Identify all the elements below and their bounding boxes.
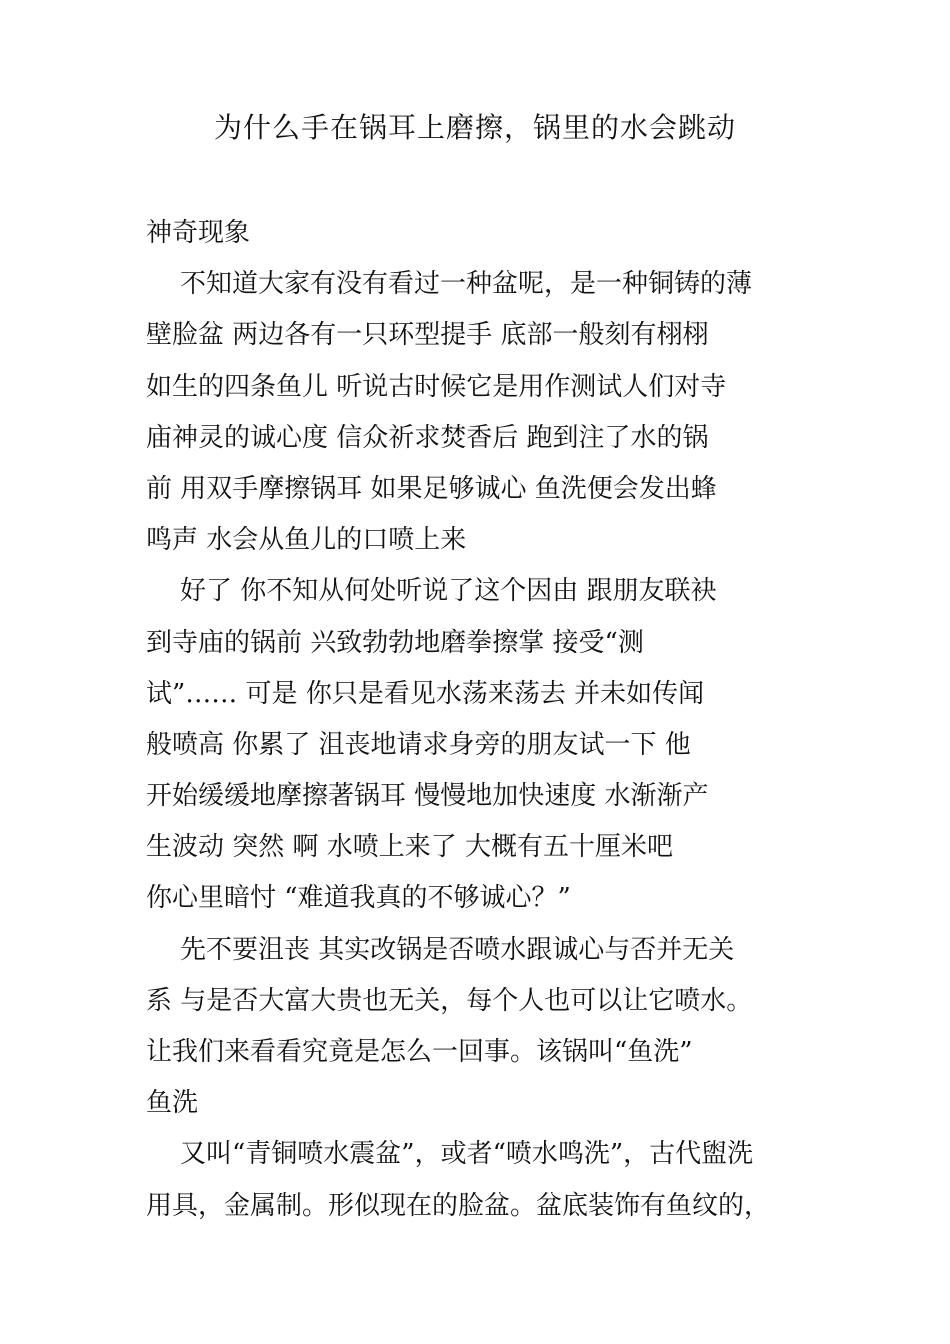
paragraph-line: 你心里暗忖 “难道我真的不够诚心？” <box>146 883 571 914</box>
document-body <box>146 208 816 1232</box>
paragraph-line: 又叫“青铜喷水震盆”，或者“喷水鸣洗”，古代盥洗 <box>180 1139 754 1170</box>
paragraph-line: 如生的四条鱼儿 听说古时候它是用作测试人们对寺 <box>146 371 727 402</box>
paragraph-line: 壁脸盆 两边各有一只环型提手 底部一般刻有栩栩 <box>146 320 709 351</box>
paragraph-line: 用具，金属制。形似现在的脸盆。盆底装饰有鱼纹的， <box>146 1190 771 1221</box>
paragraph-line: 让我们来看看究竟是怎么一回事。该锅叫“鱼洗” <box>146 1037 693 1067</box>
paragraph-line: 前 用双手摩擦锅耳 如果足够诚心 鱼洗便会发出蜂 <box>146 473 717 504</box>
paragraph-line: 先不要沮丧 其实改锅是否喷水跟诚心与否并无关 <box>180 934 735 965</box>
paragraph-line: 不知道大家有没有看过一种盆呢，是一种铜铸的薄 <box>180 269 753 300</box>
paragraph-line: 生波动 突然 啊 水喷上来了 大概有五十厘米吧 <box>146 832 674 863</box>
paragraph-line: 好了 你不知从何处听说了这个因由 跟朋友联袂 <box>180 576 717 607</box>
paragraph-line: 到寺庙的锅前 兴致勃勃地磨拳擦掌 接受“测 <box>146 627 644 658</box>
paragraph-line: 般喷高 你累了 沮丧地请求身旁的朋友试一下 他 <box>146 729 691 760</box>
paragraph-line: 试”…… 可是 你只是看见水荡来荡去 并未如传闻 <box>146 678 705 709</box>
paragraph-line: 系 与是否大富大贵也无关，每个人也可以让它喷水。 <box>146 985 753 1016</box>
section-heading-phenomenon: 神奇现象 <box>146 218 251 248</box>
paragraph-line: 庙神灵的诚心度 信众祈求焚香后 跑到注了水的锅 <box>146 422 709 453</box>
section-heading-fish-basin: 鱼洗 <box>146 1088 199 1119</box>
paragraph-line: 鸣声 水会从鱼儿的口喷上来 <box>146 525 467 556</box>
document-title: 为什么手在锅耳上磨擦，锅里的水会跳动 <box>213 111 736 144</box>
paragraph-line: 开始缓缓地摩擦著锅耳 慢慢地加快速度 水渐渐产 <box>146 781 709 812</box>
